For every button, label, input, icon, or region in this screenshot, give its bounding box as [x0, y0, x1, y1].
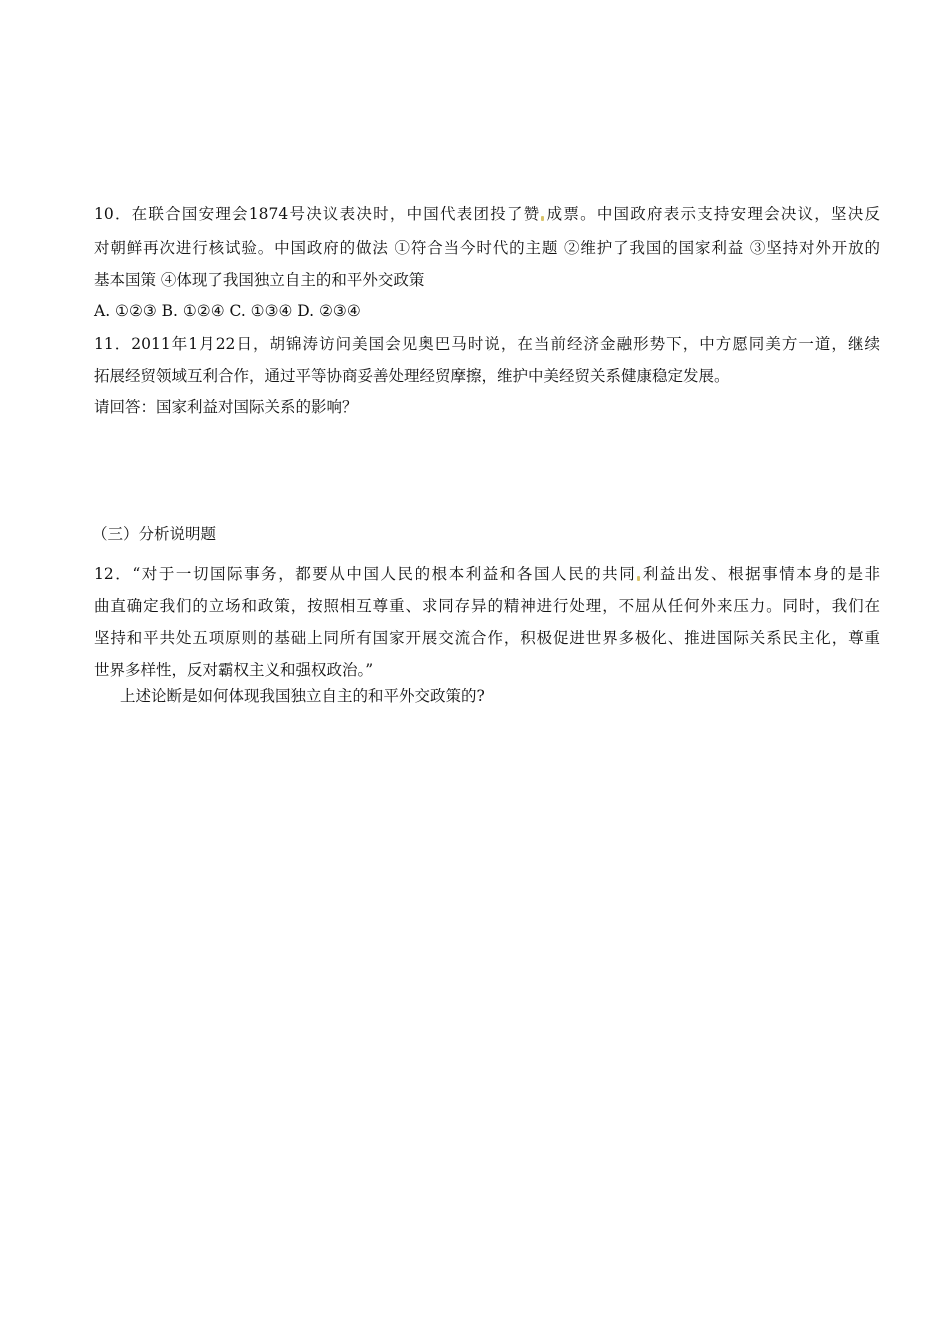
q10-line-2: 对朝鲜再次进行核试验。中国政府的做法 ①符合当今时代的主题 ②维护了我国的国家利益 ③坚持对外开放的: [94, 239, 880, 257]
q12-line-1-part-a: 12．“对于一切国际事务，都要从中国人民的根本利益和各国人民的共同: [94, 565, 637, 583]
q11-line-2: 拓展经贸领域互利合作，通过平等协商妥善处理经贸摩擦，维护中美经贸关系健康稳定发展。: [94, 367, 730, 385]
q12-line-4: 世界多样性，反对霸权主义和强权政治。”: [94, 661, 374, 679]
ink-mark: [637, 576, 640, 581]
ink-mark: [541, 216, 544, 221]
q10-options: A. ①②③ B. ①②④ C. ①③④ D. ②③④: [94, 302, 361, 320]
q12-line-2: 曲直确定我们的立场和政策，按照相互尊重、求同存异的精神进行处理，不屈从任何外来压力。同时，我们在: [94, 597, 880, 615]
q10-line-1: [94, 204, 880, 224]
q10-line-3: 基本国策 ④体现了我国独立自主的和平外交政策: [94, 271, 425, 289]
q12-question: 上述论断是如何体现我国独立自主的和平外交政策的?: [120, 687, 485, 705]
q11-line-1: 11．2011年1月22日，胡锦涛访问美国会见奥巴马时说，在当前经济金融形势下，中方愿同美方一道，继续: [94, 335, 880, 353]
q10-line-1-part-a: 10．在联合国安理会1874号决议表决时，中国代表团投了赞: [94, 205, 541, 223]
section-title: （三）分析说明题: [92, 525, 217, 543]
q12-line-1-part-b: 利益出发、根据事情本身的是非: [641, 565, 880, 583]
q10-line-1-part-b: 成票。中国政府表示支持安理会决议，坚决反: [545, 205, 880, 223]
q12-line-3: 坚持和平共处五项原则的基础上同所有国家开展交流合作，积极促进世界多极化、推进国际关系民主化，尊重: [94, 629, 880, 647]
q12-line-1: [94, 564, 880, 584]
q11-question: 请回答：国家利益对国际关系的影响？: [94, 398, 358, 416]
